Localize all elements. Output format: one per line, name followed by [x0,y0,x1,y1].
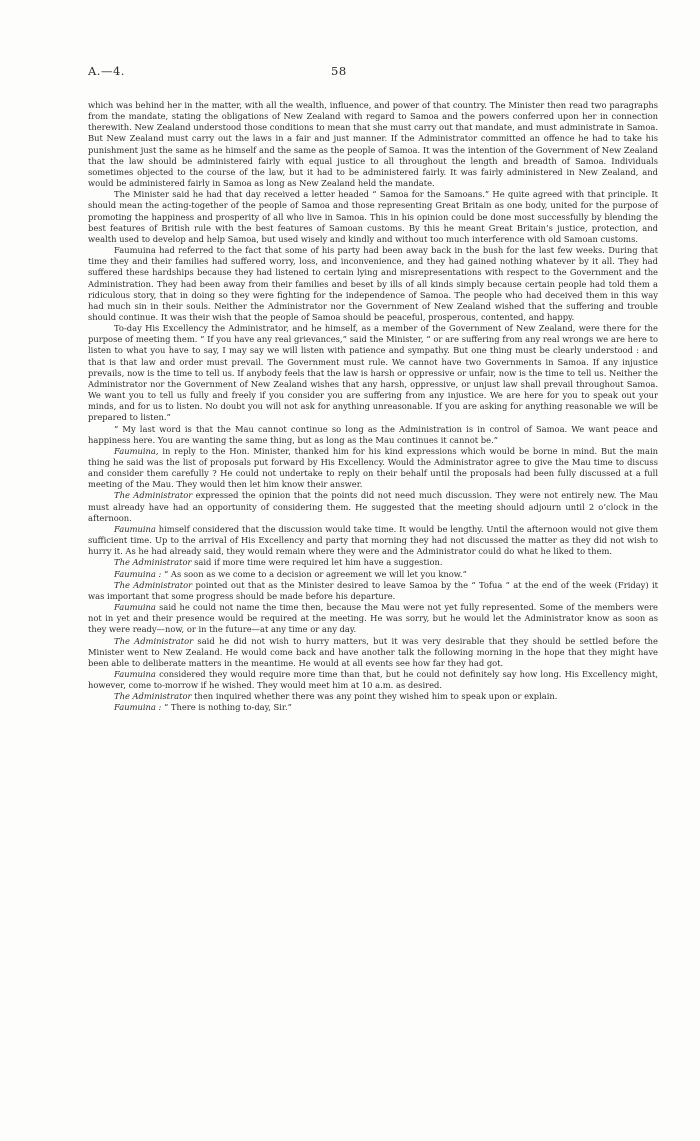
paragraph [88,490,658,523]
paragraph-text: “ There is nothing to-day, Sir.” [161,702,292,713]
paragraph-text: in reply to the Hon. Minister, thanked him for his kind expressions which would be borne in mind. But the main thing he said was the list of proposals put forward by His Excellency. Would the Administrator agree to give the Mau time to discuss and consider them carefully ? He could not undertake to reply on their behalf until the proposals had been fully discussed at a full meeting of the Mau. They would then let him know their answer. [88,445,658,490]
paragraph-text: pointed out that as the Minister desired to leave Samoa by the “ Tofua ” at the end of the week (Friday) it was important that some progress should be made before his departure. [88,579,658,601]
paragraph [88,323,658,423]
paragraph-text: “ As soon as we come to a decision or agreement we will let you know.” [161,568,467,579]
paragraph [88,245,658,323]
speaker-name: Faumuina, [114,445,159,456]
paragraph-text: “ My last word is that the Mau cannot continue so long as the Administration is in control of Samoa. We want peace and happiness here. You are wanting the same thing, but as long as the Mau continues it cannot be.” [88,423,658,445]
speaker-name: The Administrator [114,635,194,646]
document-reference: A.—4. [88,64,125,78]
paragraph [88,424,658,446]
speaker-name: The Administrator [114,579,193,590]
paragraph-text: Faumuina had referred to the fact that some of his party had been away back in the bush for the last few weeks. During that time they and their families had suffered worry, loss, and inconvenience, and they had gained nothing whatever by it all. They had suffered these hardships because they had listened to certain lying and misrepresentations with respect to the Government and the Administration. They had been away from their families and beset by ills of all kinds simply because certain people had told them a ridiculous story, that in doing so they were fighting for the independence of Samoa. The people who had deceived them in this way had much sin in their souls. Neither the Administrator nor the Government of New Zealand wished that the suffering and trouble should continue. It was their wish that the people of Samoa should be peaceful, prosperous, contented, and happy. [88,245,658,322]
speaker-name: Faumuina : [114,568,162,579]
speaker-name: Faumuina [114,668,156,679]
paragraph-text: then inquired whether there was any point they wished him to speak upon or explain. [191,691,558,702]
speaker-name: Faumuina : [114,702,162,713]
paragraph-text: To-day His Excellency the Administrator, and he himself, as a member of the Government of New Zealand, were there for the purpose of meeting them. “ If you have any real grievances,” said the Minister, “ or are suffering from any real wrongs we are here to listen to what you have to say, I may say we will listen with patience and sympathy. But one thing must be clearly understood : and that is that law and order must prevail. The Government must rule. We cannot have two Governments in Samoa. If any injustice prevails, now is the time to tell us. If anybody feels that the law is harsh or oppressive or unfair, now is the time to tell us. Neither the Administrator nor the Government of New Zealand wishes that any harsh, oppressive, or unjust law shall prevail throughout Samoa. We want you to tell us fully and freely if you consider you are suffering from any injustice. We are here for you to speak out your minds, and for us to listen. No doubt you will not ask for anything unreasonable. If you are asking for anything reasonable we will be prepared to listen.” [88,323,658,423]
page-header [88,64,658,100]
document-body [88,100,658,714]
paragraph [88,691,658,702]
paragraph [88,569,658,580]
paragraph [88,524,658,557]
paragraph-text: said if more time were required let him have a suggestion. [191,557,443,568]
paragraph [88,602,658,635]
speaker-name: The Administrator [114,557,192,568]
speaker-name: The Administrator [114,490,193,501]
paragraph-text: said he did not wish to hurry matters, but it was very desirable that they should be settled before the Minister went to New Zealand. He would come back and have another talk the following morning in the hope that they might have been able to deliberate matters in the meantime. He would at all events see how far they had got. [88,635,658,668]
paragraph [88,446,658,491]
speaker-name: Faumuina [114,602,156,613]
speaker-name: The Administrator [114,691,192,702]
paragraph [88,100,658,189]
paragraph [88,702,658,713]
paragraph-text: said he could not name the time then, because the Mau were not yet fully represented. Some of the members were not in yet and their presence would be required at the meeting. He was sorry, but he would let the Administrator know as soon as they were ready—now, or in the future—at any time or any day. [88,602,658,635]
page-number: 58 [331,64,347,78]
paragraph [88,636,658,669]
paragraph-text: The Minister said he had that day received a letter headed “ Samoa for the Samoans.” He quite agreed with that principle. It should mean the acting-together of the people of Samoa and those representing Great Britain as one body, united for the purpose of promoting the happiness and prosperity of all who live in Samoa. This in his opinion could be done most successfully by blending the best features of British rule with the best features of Samoan customs. By this he meant Great Britain’s justice, protection, and wealth used to develop and help Samoa, but used wisely and kindly and without too much interference with old Samoan customs. [88,189,658,244]
paragraph [88,669,658,691]
paragraph-text: himself considered that the discussion would take time. It would be lengthy. Until the afternoon would not give them sufficient time. Up to the arrival of His Excellency and party that morning they had not discussed the matter as they did not wish to hurry it. As he had already said, they would remain where they were and the Administrator could do what he liked to them. [88,523,658,557]
paragraph-text: which was behind her in the matter, with all the wealth, influence, and power of that country. The Minister then read two paragraphs from the mandate, stating the obligations of New Zealand with regard to Samoa and the powers conferred upon her in connection therewith. New Zealand understood those conditions to mean that she must carry out that mandate, and must administrate in Samoa. But New Zealand must carry out the laws in a fair and just manner. If the Administrator committed an offence he had to take his punishment just the same as he himself and the same as the people of Samoa. It was the intention of the Government of New Zealand that the law should be administered fairly with equal justice to all throughout the length and breadth of Samoa. Individuals sometimes objected to the course of the law, but it had to be administered fairly. It was fairly administered in New Zealand, and would be administered fairly in Samoa as long as New Zealand held the mandate. [88,100,658,189]
speaker-name: Faumuina [114,523,156,534]
paragraph [88,557,658,568]
paragraph [88,580,658,602]
paragraph-text: expressed the opinion that the points did not need much discussion. They were not entirely new. The Mau must already have had an opportunity of considering them. He suggested that the meeting should adjourn until 2 o’clock in the afternoon. [88,490,659,523]
paragraph [88,189,658,245]
paragraph-text: considered they would require more time than that, but he could not definitely say how long. His Excellency might, however, come to-morrow if he wished. They would meet him at 10 a.m. as desired. [88,668,658,691]
